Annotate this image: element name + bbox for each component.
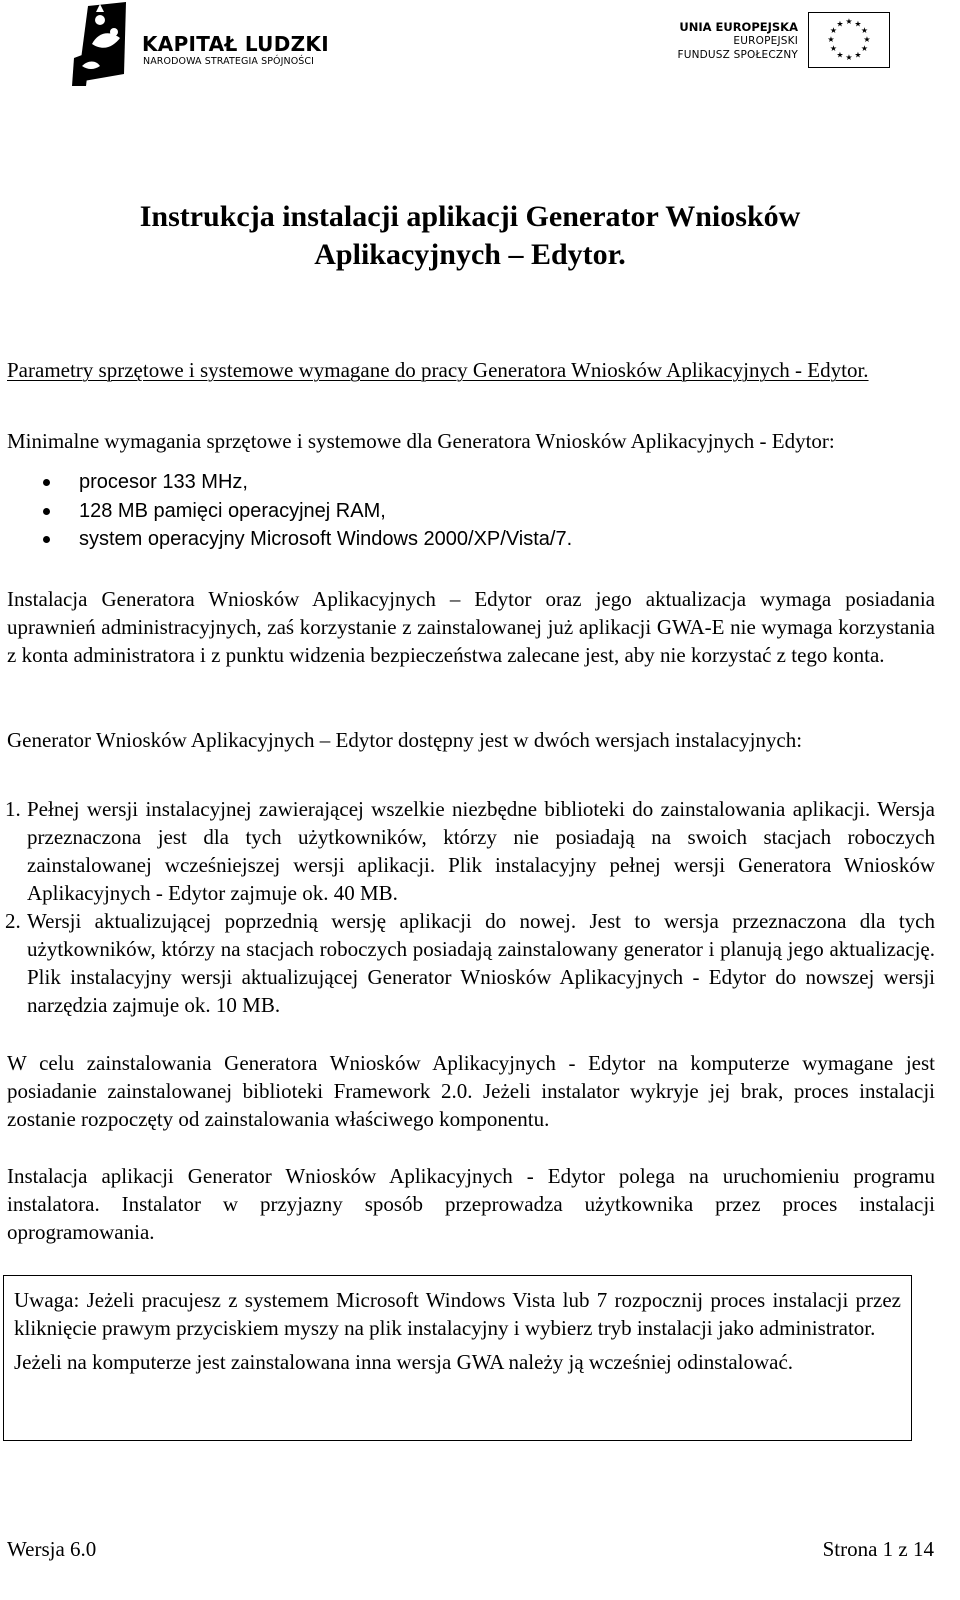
section-heading: Parametry sprzętowe i systemowe wymagane do pracy Generatora Wniosków Aplikacyjnych - Edytor.: [7, 358, 869, 382]
version-text: Pełnej wersji instalacyjnej zawierającej wszelkie niezbędne biblioteki do zainstalowania aplikacji. Wersja przeznaczona jest dla tych użytkowników, którzy nie posiadają na swoich stacjach roboczych zainstalowanej wcześniejszej wersji aplikacji. Plik instalacyjny pełnej wersji Generatora Wniosków Aplikacyjnych - Edytor zajmuje ok. 40 MB.: [27, 797, 935, 905]
paragraph-admin: Instalacja Generatora Wniosków Aplikacyjnych – Edytor oraz jego aktualizacja wymaga posiadania uprawnień administracyjnych, zaś korzystanie z zainstalowanej już aplikacji GWA-E nie wymaga korzystania z konta administratora i z punktu widzenia bezpieczeństwa zalecane jest, aby nie korzystać z tego konta.: [7, 587, 935, 667]
footer-page-number: Strona 1 z 14: [822, 1537, 934, 1561]
svg-text:★: ★: [854, 50, 862, 60]
list-item: [7, 795, 935, 907]
svg-text:★: ★: [836, 50, 844, 60]
note-text-2: Jeżeli na komputerze jest zainstalowana inna wersja GWA należy ją wcześniej odinstalować.: [14, 1350, 794, 1374]
eu-line-1: UNIA EUROPEJSKA: [679, 20, 798, 34]
paragraph-installer: Instalacja aplikacji Generator Wniosków Aplikacyjnych - Edytor polega na uruchomieniu programu instalatora. Instalator w przyjazny sposób przeprowadza użytkownika przez proces instalacji oprogramowania.: [7, 1164, 935, 1244]
svg-text:★: ★: [827, 35, 835, 44]
svg-text:★: ★: [863, 35, 871, 44]
requirement-text: system operacyjny Microsoft Windows 2000/XP/Vista/7.: [79, 528, 573, 550]
paragraph-versions: Generator Wniosków Aplikacyjnych – Edytor dostępny jest w dwóch wersjach instalacyjnych:: [7, 728, 803, 752]
list-number: 1.: [5, 797, 21, 821]
note-text-1: Uwaga: Jeżeli pracujesz z systemem Microsoft Windows Vista lub 7 rozpocznij proces instalacji przez kliknięcie prawym przyciskiem myszy na plik instalacyjny i wybierz tryb instalacji jako administrator.: [14, 1288, 901, 1340]
eu-line-3: FUNDUSZ SPOŁECZNY: [677, 49, 798, 61]
kapital-ludzki-logo-icon: [70, 2, 130, 87]
kapital-ludzki-logo: [70, 2, 340, 87]
list-item: [7, 525, 935, 554]
svg-text:★: ★: [854, 19, 862, 29]
kapital-ludzki-title: KAPITAŁ LUDZKI: [142, 32, 329, 56]
eu-line-2: EUROPEJSKI: [733, 35, 798, 47]
svg-text:★: ★: [829, 26, 838, 35]
page-header: [0, 0, 960, 95]
versions-list: [7, 795, 935, 1019]
svg-text:★: ★: [829, 44, 838, 53]
svg-text:★: ★: [836, 19, 844, 29]
svg-text:★: ★: [845, 53, 853, 62]
svg-text:★: ★: [845, 17, 853, 26]
list-item: [7, 907, 935, 1019]
list-item: [7, 497, 935, 526]
paragraph-framework: W celu zainstalowania Generatora Wniosków Aplikacyjnych - Edytor na komputerze wymagane jest posiadanie zainstalowanej biblioteki Framework 2.0. Jeżeli instalator wykryje jej brak, proces instalacji zostanie rozpoczęty od zainstalowania właściwego komponentu.: [7, 1051, 935, 1131]
version-text: Wersji aktualizującej poprzednią wersję aplikacji do nowej. Jest to wersja przeznaczona dla tych użytkowników, którzy na stacjach roboczych posiadają zainstalowany generator i planują jego aktualizację. Plik instalacyjny wersji aktualizującej Generator Wniosków Aplikacyjnych - Edytor do nowszej wersji narzędzia zajmuje ok. 10 MB.: [27, 909, 935, 1017]
eu-logo: [655, 12, 890, 74]
eu-flag-icon: [808, 12, 890, 68]
note-box: [3, 1275, 912, 1441]
requirement-text: procesor 133 MHz,: [79, 471, 248, 493]
requirement-text: 128 MB pamięci operacyjnej RAM,: [79, 499, 386, 522]
document-title-line-1: Instrukcja instalacji aplikacji Generator Wniosków: [139, 200, 801, 233]
document-title: [0, 198, 940, 274]
svg-text:★: ★: [860, 44, 869, 53]
svg-text:★: ★: [860, 26, 869, 35]
document-title-line-2: Aplikacyjnych – Edytor.: [314, 238, 626, 271]
requirements-list: [7, 468, 935, 554]
bullet-icon: [43, 479, 50, 486]
bullet-icon: [43, 508, 50, 515]
bullet-icon: [43, 536, 50, 543]
list-number: 2.: [5, 909, 21, 933]
footer-version: Wersja 6.0: [7, 1537, 97, 1561]
eu-logo-text: [677, 20, 798, 62]
list-item: [7, 468, 935, 497]
kapital-ludzki-subtitle: NARODOWA STRATEGIA SPÓJNOŚCI: [143, 56, 315, 67]
min-requirements-intro: Minimalne wymagania sprzętowe i systemowe dla Generatora Wniosków Aplikacyjnych - Edytor:: [7, 429, 835, 453]
